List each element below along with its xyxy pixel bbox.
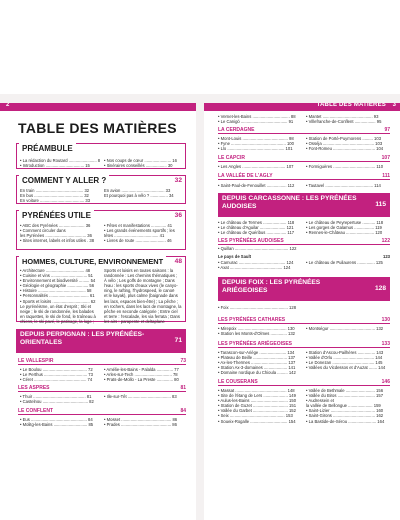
capcir-list-b xyxy=(306,164,383,169)
toc-entry[interactable]: • Camurac ........................................ 124 xyxy=(218,260,294,265)
toc-entry[interactable]: • Soueix-Rogalle ................................ 154 xyxy=(218,418,296,424)
perpignan-page: 71 xyxy=(174,337,182,344)
divider xyxy=(218,161,390,162)
toc-entry[interactable]: • Thuir ............................................. 81 xyxy=(20,394,92,399)
toc-entry[interactable]: • Vallées du Vicdessos et d'Auzat ....... 144 xyxy=(306,365,386,371)
preamble-header: PRÉAMBULE xyxy=(19,143,76,154)
conflent-list-b xyxy=(104,417,177,427)
toc-entry[interactable]: • Amélie-les-Bains - Palalda .............. 77 xyxy=(104,367,179,372)
cerdagne-list-b xyxy=(306,136,383,151)
toc-detail: Le pyrénéisme, un état d'esprit ; Ski et xyxy=(20,303,92,309)
toc-entry[interactable]: • Quillan .............................................. 122 xyxy=(218,246,297,251)
toc-entry[interactable]: • Vallée du Biros ................................ 157 xyxy=(306,393,384,399)
toc-entry[interactable]: • Rennes-le-Château ........................ 120 xyxy=(306,230,383,236)
toc-entry[interactable]: • Aulus-les-Bains ................................ 150 xyxy=(218,398,297,404)
toc-entry[interactable]: • Saint-Paul-de-Fenouillet ................. 112 xyxy=(218,183,295,188)
right-page-band xyxy=(204,103,400,111)
toc-entry[interactable]: • Sites internet, labels et infos utiles . 38 xyxy=(20,238,95,244)
toc-entry[interactable]: • Vallée de Bethmale ......................... 156 xyxy=(306,388,384,393)
perpignan-header: DEPUIS PERPIGNAN : LES PYRÉNÉES-ORIENTALES xyxy=(20,331,145,346)
toc-entry[interactable]: • Vallée du Garbet .............................. 152 xyxy=(218,408,296,414)
toc-detail: pêche en seconde catégorie ; Entre ciel xyxy=(104,308,178,314)
toc-entry[interactable]: • Sports et loisirs ................................ 62 xyxy=(20,298,96,304)
running-head: TABLE DES MATIÈRES xyxy=(316,103,386,108)
aspres-list-b xyxy=(104,394,177,399)
toc-entry[interactable]: • Formiguères .................................... 110 xyxy=(306,164,384,169)
toc-entry[interactable]: • Ax-les-Thermes ............................... 137 xyxy=(218,360,296,366)
toc-entry[interactable]: • Fyne ............................................... 100 xyxy=(218,141,294,147)
toc-entry[interactable]: • Le Boulou ...................................... 72 xyxy=(20,367,93,372)
toc-entry[interactable]: En voiture ...................................... 33 xyxy=(20,198,91,204)
toc-entry[interactable]: • Font-Romeu .................................... 104 xyxy=(306,146,384,152)
aspres-page: 81 xyxy=(180,385,186,391)
toc-entry[interactable]: • Tautavel ......................................... 114 xyxy=(306,183,381,188)
left-page xyxy=(0,103,196,520)
toc-entry[interactable]: En bus .......................................... 32 xyxy=(20,193,89,199)
agly-page: 111 xyxy=(382,173,390,179)
couserans-page: 146 xyxy=(381,379,390,385)
hommes-list-a xyxy=(20,268,96,324)
toc-entry[interactable]: • Axat ............................................. 124 xyxy=(218,265,291,271)
conflent-header[interactable]: LE CONFLENT xyxy=(18,408,53,414)
carcassonne-header: DEPUIS CARCASSONNE : LES PYRÉNÉES AUDOISES xyxy=(222,195,357,210)
foix-banner[interactable] xyxy=(218,277,390,301)
toc-entry[interactable]: • Montségur ....................................... 132 xyxy=(306,326,384,331)
divider xyxy=(218,244,390,245)
utile-page: 36 xyxy=(174,212,182,219)
toc-entry[interactable]: • Llo ................................................. 101 xyxy=(218,146,293,152)
toc-entry[interactable]: • Itinéraires conseillés .................. 30 xyxy=(104,163,173,169)
couserans-list-b xyxy=(306,388,384,424)
toc-entry[interactable]: • Céret ............................................. 74 xyxy=(20,377,93,383)
toc-entry[interactable]: la vallée de Bellongue ..................... 159 xyxy=(306,403,381,409)
toc-entry[interactable]: tétes ...................................... 41 xyxy=(104,233,165,239)
toc-detail: et le kayak), plus calme (baignade dans xyxy=(104,293,178,299)
foix-list-a xyxy=(218,305,296,310)
toc-entry[interactable]: • Vernet-les-Bains ................................ 88 xyxy=(218,114,296,119)
toc-entry[interactable]: • Le château de Peyrepertuse ........... 118 xyxy=(306,220,384,225)
cerdagne-page: 97 xyxy=(384,127,390,133)
conflent-page: 84 xyxy=(180,408,186,414)
vallespir-page: 73 xyxy=(180,358,186,364)
hommes-header: HOMMES, CULTURE, ENVIRONNEMENT xyxy=(19,256,166,267)
conflent-cont-a xyxy=(218,114,296,124)
carcassonne-banner[interactable] xyxy=(218,193,390,217)
toc-entry[interactable]: • Introduction ................................. 15 xyxy=(20,163,90,169)
toc-entry[interactable]: • La Bastide-de-Sérou ........................ 164 xyxy=(306,418,385,424)
toc-entry[interactable]: • Géologie et géographie .................. 56 xyxy=(20,283,95,289)
cerdagne-header[interactable]: LA CERDAGNE xyxy=(218,127,255,133)
scan-background-top xyxy=(0,0,400,94)
left-page-band xyxy=(0,103,196,111)
cathares-list-a xyxy=(218,326,295,336)
toc-entry[interactable]: • Domaine nordique du Chioula ......... 142 xyxy=(218,370,296,376)
toc-entry[interactable]: • Eus ................................................ 84 xyxy=(20,417,93,422)
toc-detail: Sports et loisirs en toutes saisons : la xyxy=(104,268,174,273)
page-title: TABLE DES MATIÈRES xyxy=(18,120,177,136)
hommes-page: 48 xyxy=(174,258,182,265)
audoises-header[interactable]: LES PYRÉNÉES AUDOISES xyxy=(218,238,284,244)
divider xyxy=(218,179,390,180)
toc-detail: en rochers, dans les lacs de montagne, la xyxy=(104,303,182,309)
vallespir-list-b xyxy=(104,367,179,382)
foix-header: DEPUIS FOIX : LES PYRÉNÉES ARIÉGEOISES xyxy=(222,279,321,294)
ariegeoises-list-b xyxy=(306,350,385,370)
utile-header: PYRÉNÉES UTILE xyxy=(19,210,94,221)
toc-entry[interactable]: • Le château de Puilaurens ............... 125 xyxy=(306,260,383,265)
hommes-list-b xyxy=(104,268,182,324)
toc-entry[interactable]: • Station Ax-3-domaines .................... 141 xyxy=(218,365,296,371)
toc-detail: les lacs, espaces bien-être) ; La pêche ; xyxy=(104,298,179,304)
divider xyxy=(218,133,390,134)
foix-page: 128 xyxy=(374,285,386,292)
toc-entry[interactable]: • Le château d'Aguilar ...................... 121 xyxy=(218,225,294,231)
toc-entry[interactable]: • Livres de route .......................... 46 xyxy=(104,238,172,244)
toc-entry[interactable]: • Mantet ........................................... 93 xyxy=(306,114,379,119)
toc-entry[interactable]: • Mont-Louis ....................................... 98 xyxy=(218,136,294,141)
toc-entry[interactable]: • Castelnou ....................................... 82 xyxy=(20,399,94,405)
comment-list-b xyxy=(104,188,174,198)
agly-list-a xyxy=(218,183,294,188)
divider xyxy=(218,323,390,324)
comment-page: 32 xyxy=(174,177,182,184)
right-page xyxy=(204,103,400,520)
toc-entry[interactable]: • Vallée d'Orlu ................................... 144 xyxy=(306,355,383,361)
toc-entry[interactable]: • Mosset ........................................... 86 xyxy=(104,417,178,422)
toc-entry[interactable]: • Prades ........................................... 86 xyxy=(104,422,177,428)
capcir-header[interactable]: LE CAPCIR xyxy=(218,155,245,161)
toc-entry[interactable]: • Personnalités .................................. 61 xyxy=(20,293,95,299)
toc-entry[interactable]: • Foix .................................................. 128 xyxy=(218,305,297,310)
toc-entry[interactable]: • Station de Portè-Puymorens ......... 103 xyxy=(306,136,382,141)
divider xyxy=(218,347,390,348)
conflent-cont-b xyxy=(306,114,381,124)
toc-entry[interactable]: • Le château de Quéribus ................. 117 xyxy=(218,230,295,236)
sault-header[interactable]: Le pays de Sault xyxy=(218,254,252,259)
toc-detail: neige ; le ski de randonnée, les balades xyxy=(20,308,94,314)
toc-entry[interactable]: • Arles-sur-Tech ................................ 78 xyxy=(104,372,178,378)
toc-entry[interactable]: • Mirepoix .......................................... 130 xyxy=(218,326,295,331)
preamble-list-b xyxy=(104,158,177,168)
vallespir-header[interactable]: LE VALLESPIR xyxy=(18,358,54,364)
audoises-list-a xyxy=(218,246,297,251)
toc-entry[interactable]: • Station les Monts-d'Olmes .............. 132 xyxy=(218,331,295,337)
toc-entry[interactable]: • Audressein et xyxy=(306,398,335,404)
sault-list-b xyxy=(306,260,383,265)
carcassonne-page: 115 xyxy=(375,201,386,208)
right-page-number: 3 xyxy=(392,103,396,108)
toc-entry[interactable]: En avion ..................................... 33 xyxy=(104,188,171,193)
capcir-list-a xyxy=(218,164,293,169)
agly-header[interactable]: LA VALLÉE DE L'AGLY xyxy=(218,173,273,179)
toc-detail: chiens, le ski pavé, le patinage, la luge ; xyxy=(20,318,95,324)
toc-entry[interactable]: • Les Angles ..................................... 107 xyxy=(218,164,294,169)
toc-entry[interactable]: • Osséja ............................................ 103 xyxy=(306,141,383,147)
toc-entry[interactable]: • Histoire ......................................... 58 xyxy=(20,288,92,294)
toc-entry[interactable]: • Comment circuler dans xyxy=(20,228,66,234)
toc-entry[interactable]: • Prats-de-Mollo - La Preste .............. 80 xyxy=(104,377,179,383)
cathares-list-b xyxy=(306,326,383,331)
toc-detail: À vélo ; Les golfs de montagne ; Dans xyxy=(104,278,175,284)
toc-entry[interactable]: • ABC des Pyrénées ...................... 36 xyxy=(20,223,91,228)
utile-list-a xyxy=(20,223,94,243)
toc-detail: les airs : parapente et deltaplane xyxy=(104,318,165,324)
divider xyxy=(18,364,186,365)
cathares-page: 130 xyxy=(381,317,390,323)
carcassonne-list-a xyxy=(218,220,294,235)
toc-detail: en raquettes, le ski de fond, le traîneau à xyxy=(20,313,96,319)
sault-page: 123 xyxy=(383,254,390,259)
carcassonne-list-b xyxy=(306,220,383,235)
toc-entry[interactable]: • Cuisine et vins ............................... 51 xyxy=(20,273,93,279)
comment-header: COMMENT Y ALLER ? xyxy=(19,175,109,186)
couserans-list-a xyxy=(218,388,296,424)
toc-entry[interactable]: • Villefranche-de-Conflent .................. 95 xyxy=(306,119,382,125)
divider xyxy=(18,414,186,415)
toc-entry[interactable]: • Le Perthus ..................................... 73 xyxy=(20,372,93,378)
toc-entry[interactable]: En train ......................................... 32 xyxy=(20,188,90,193)
toc-entry[interactable]: • La rédaction du Routard ........................ 8 xyxy=(20,158,101,163)
toc-entry[interactable]: Et pourquoi pas à vélo ? ............... 34 xyxy=(104,193,174,199)
audoises-page: 122 xyxy=(381,238,390,244)
ariegeoises-header[interactable]: LES PYRÉNÉES ARIÉGEOISES xyxy=(218,341,293,347)
toc-entry[interactable]: • Le château de Termes .................... 118 xyxy=(218,220,295,225)
toc-entry[interactable]: • Station de Guzet .............................. 151 xyxy=(218,403,297,409)
divider xyxy=(218,385,390,386)
cerdagne-list-a xyxy=(218,136,294,151)
toc-detail: l'eau : les sports d'eaux vives (le canyo- xyxy=(104,283,178,289)
toc-entry[interactable]: • Le Canigó ........................................ 91 xyxy=(218,119,294,125)
toc-entry[interactable]: • Les gorges de Galamus ................. 119 xyxy=(306,225,382,231)
aspres-header[interactable]: LES ASPRES xyxy=(18,385,50,391)
preamble-list-a xyxy=(20,158,100,168)
toc-entry[interactable]: • Fêtes et manifestations ............. 41 xyxy=(104,223,173,228)
toc-entry[interactable]: • Les grands événements sportifs ; les xyxy=(104,228,175,234)
toc-detail: ning, le rafting, l'hydrospeed, le canoë xyxy=(104,288,175,294)
couserans-header[interactable]: LE COUSERANS xyxy=(218,379,258,385)
sault-list-a xyxy=(218,260,293,270)
toc-entry[interactable]: • Saint-Girons .................................... 162 xyxy=(306,413,384,419)
toc-entry[interactable]: • Site de l'étang de Lers ..................... 149 xyxy=(218,393,296,399)
vallespir-list-a xyxy=(20,367,93,382)
toc-entry[interactable]: • Station d'Ascou-Pailhères ............... 143 xyxy=(306,350,384,355)
toc-entry[interactable]: • Environnement et biodiversité ......... 54 xyxy=(20,278,96,284)
ariegeoises-list-a xyxy=(218,350,296,375)
toc-entry[interactable]: • Massat ............................................ 148 xyxy=(218,388,295,393)
divider xyxy=(18,391,186,392)
toc-entry[interactable]: • Molitg-les-Bains ............................. 85 xyxy=(20,422,94,428)
toc-detail: et terre : l'escalade, les via ferrata ; Dans xyxy=(104,313,180,319)
conflent-list-a xyxy=(20,417,93,427)
ariegeoises-page: 133 xyxy=(381,341,390,347)
toc-entry[interactable]: • Saint-Lizier ...................................... 160 xyxy=(306,408,384,414)
left-page-number: 2 xyxy=(6,103,10,108)
toc-entry[interactable]: • Nos coups de cœur ....................... 16 xyxy=(104,158,177,163)
utile-list-b xyxy=(104,223,175,243)
comment-list-a xyxy=(20,188,90,203)
toc-entry[interactable]: les Pyrénées ................................... 36 xyxy=(20,233,92,239)
capcir-page: 107 xyxy=(381,155,390,161)
perpignan-banner[interactable] xyxy=(16,329,186,353)
toc-entry[interactable]: • Seix ............................................... 153 xyxy=(218,413,293,419)
agly-list-b xyxy=(306,183,381,188)
toc-entry[interactable]: • Ille-sur-Têt ..................................... 83 xyxy=(104,394,177,399)
toc-entry[interactable]: • Plateau de Beille ............................. 137 xyxy=(218,355,296,361)
toc-entry[interactable]: • Le Donezan .................................... 145 xyxy=(306,360,383,366)
toc-detail: randonnée : Les chemins thématiques ; xyxy=(104,273,178,279)
toc-entry[interactable]: • Tarascon-sur-Ariège ....................... 134 xyxy=(218,350,295,355)
cathares-header[interactable]: LES PYRÉNÉES CATHARES xyxy=(218,317,286,323)
toc-entry[interactable]: • Architecture ................................. 48 xyxy=(20,268,91,273)
aspres-list-a xyxy=(20,394,94,404)
